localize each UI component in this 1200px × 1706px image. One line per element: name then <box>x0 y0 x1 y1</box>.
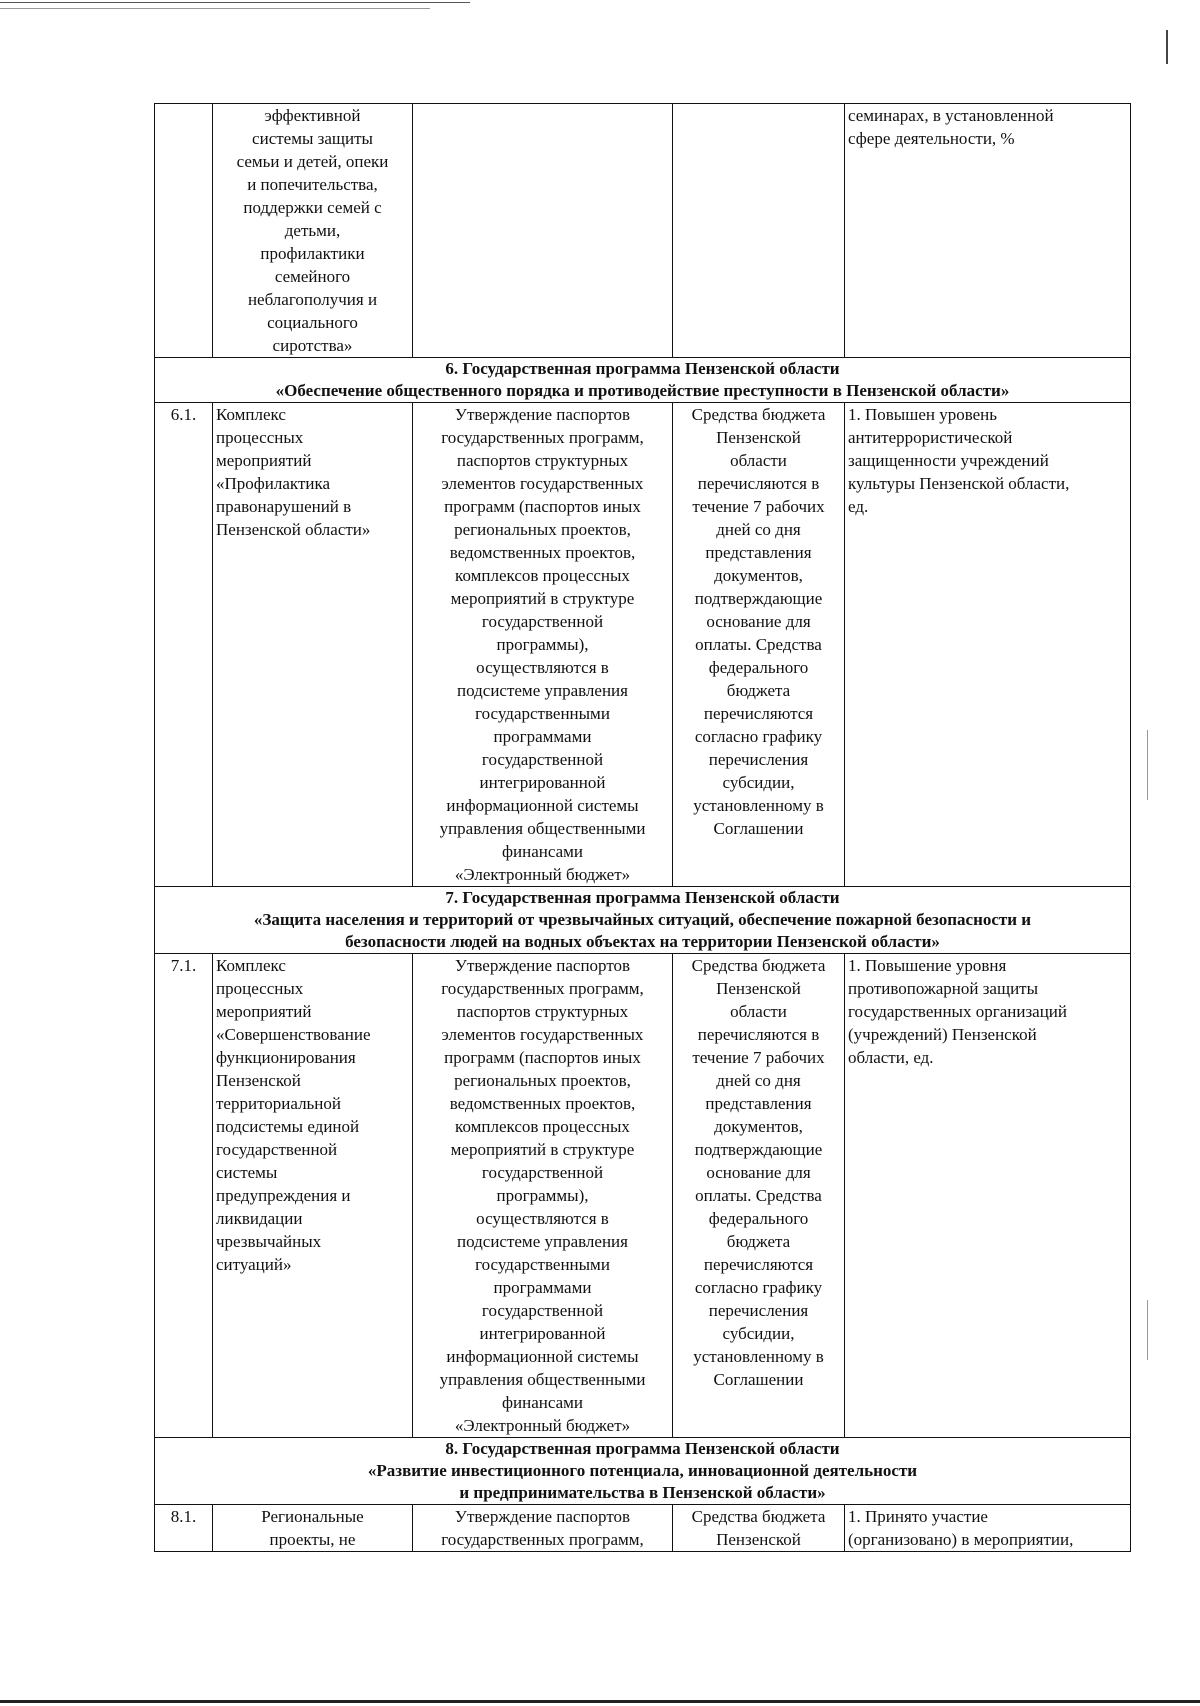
cell-indicator: 1. Принято участие (организовано) в мероприятии, <box>845 1505 1131 1552</box>
section-header-6 <box>155 358 1131 403</box>
section-header-7 <box>155 887 1131 954</box>
cell-indicator: 1. Повышен уровень антитеррористической защищенности учреждений культуры Пензенской области, ед. <box>845 403 1131 887</box>
table-row-continuation <box>155 104 1131 358</box>
section-subtitle: «Обеспечение общественного порядка и противодействие преступности в Пензенской области» <box>275 381 1010 400</box>
section-title: 8. Государственная программа Пензенской области <box>445 1439 840 1458</box>
section-header-8 <box>155 1438 1131 1505</box>
cell-name: эффективной системы защиты семьи и детей, опеки и попечительства, поддержки семей с детьми, профилактики семейного неблагополучия и социального сиротства» <box>213 104 413 358</box>
section-title: 7. Государственная программа Пензенской области <box>445 888 840 907</box>
document-page <box>154 103 1130 1552</box>
cell-name: Комплекс процессных мероприятий «Совершенствование функционирования Пензенской территориальной подсистемы единой государственной системы предупреждения и ликвидации чрезвычайных ситуаций» <box>213 954 413 1438</box>
cell-funds: Средства бюджета Пензенской <box>673 1505 845 1552</box>
cell-funds: Средства бюджета Пензенской области перечисляются в течение 7 рабочих дней со дня представления документов, подтверждающие основание для оплаты. Средства федерального бюджета перечисляются согласно графику перечисления субсидии, установленному в Соглашении <box>673 954 845 1438</box>
scan-mark-margin-2 <box>1147 1300 1148 1360</box>
cell-indicator: 1. Повышение уровня противопожарной защиты государственных организаций (учреждений) Пензенской области, ед. <box>845 954 1131 1438</box>
cell-funds <box>673 104 845 358</box>
cell-procedure: Утверждение паспортов государственных программ, паспортов структурных элементов государственных программ (паспортов иных региональных проектов, ведомственных проектов, комплексов процессных мероприятий в структуре государственной программы), осуществляются в подсистеме управления государственными программами государственной интегрированной информационной системы управления общественными финансами «Электронный бюджет» <box>413 954 673 1438</box>
cell-procedure <box>413 104 673 358</box>
scan-edge-bottom <box>0 1700 1200 1703</box>
section-title: 6. Государственная программа Пензенской области <box>445 359 840 378</box>
program-table <box>154 103 1131 1552</box>
table-row-6-1 <box>155 403 1131 887</box>
scan-edge-top <box>0 2 470 3</box>
table-row-8-1 <box>155 1505 1131 1552</box>
section-subtitle: «Защита населения и территорий от чрезвычайных ситуаций, обеспечение пожарной безопасности и безопасности людей на водных объектах на территории Пензенской области» <box>253 910 1032 951</box>
scan-mark-margin <box>1147 730 1148 800</box>
scan-edge-top-2 <box>0 8 430 9</box>
cell-number: 6.1. <box>155 403 213 887</box>
table-row-7-1 <box>155 954 1131 1438</box>
cell-number: 8.1. <box>155 1505 213 1552</box>
cell-name: Региональные проекты, не <box>213 1505 413 1552</box>
cell-funds: Средства бюджета Пензенской области перечисляются в течение 7 рабочих дней со дня представления документов, подтверждающие основание для оплаты. Средства федерального бюджета перечисляются согласно графику перечисления субсидии, установленному в Соглашении <box>673 403 845 887</box>
scan-mark-right <box>1166 30 1168 64</box>
cell-name: Комплекс процессных мероприятий «Профилактика правонарушений в Пензенской области» <box>213 403 413 887</box>
cell-number: 7.1. <box>155 954 213 1438</box>
cell-number <box>155 104 213 358</box>
cell-procedure: Утверждение паспортов государственных программ, <box>413 1505 673 1552</box>
cell-indicator: семинарах, в установленной сфере деятельности, % <box>845 104 1131 358</box>
cell-procedure: Утверждение паспортов государственных программ, паспортов структурных элементов государственных программ (паспортов иных региональных проектов, ведомственных проектов, комплексов процессных мероприятий в структуре государственной программы), осуществляются в подсистеме управления государственными программами государственной интегрированной информационной системы управления общественными финансами «Электронный бюджет» <box>413 403 673 887</box>
section-subtitle: «Развитие инвестиционного потенциала, инновационной деятельности и предпринимательства в Пензенской области» <box>367 1461 918 1502</box>
